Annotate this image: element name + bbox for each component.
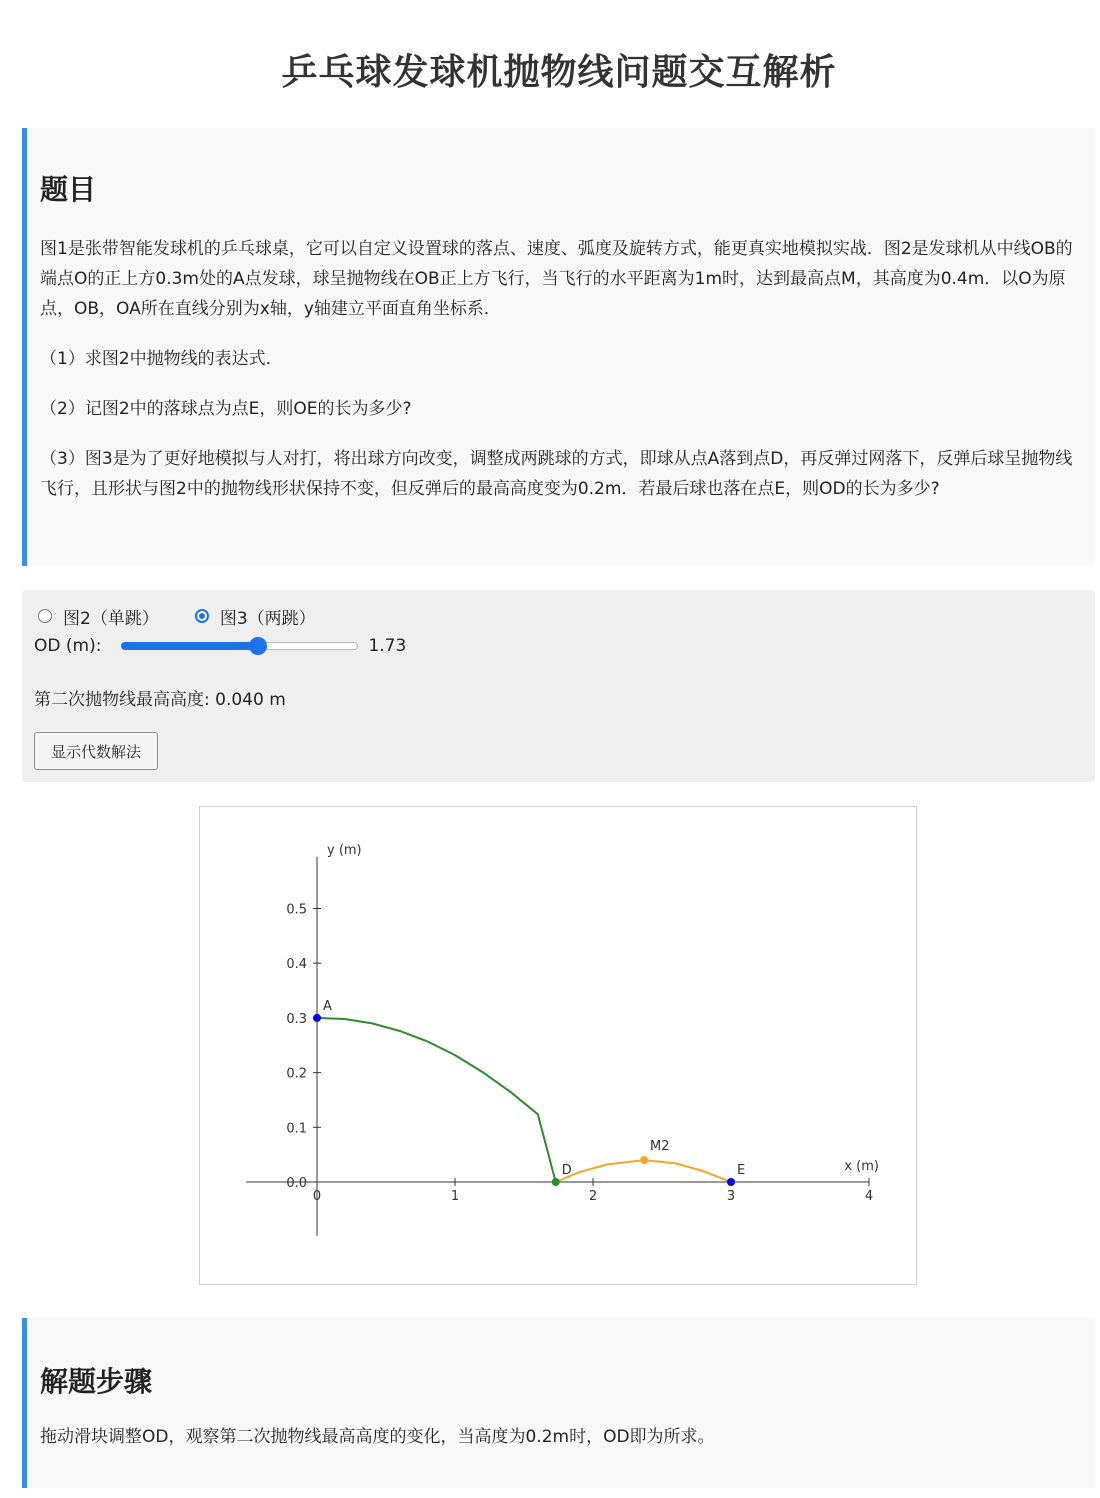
radio-double-bounce[interactable]	[195, 604, 316, 629]
point-label-a: A	[323, 998, 332, 1014]
controls-panel	[22, 590, 1095, 782]
radio-double-bounce-circle[interactable]	[195, 609, 209, 623]
x-tick-label: 4	[864, 1189, 874, 1204]
solution-card	[22, 1318, 1095, 1488]
x-tick-label: 2	[588, 1189, 598, 1204]
show-algebra-button[interactable]: 显示代数解法	[34, 732, 158, 770]
y-ticks	[286, 903, 321, 1192]
problem-intro: 图1是张带智能发球机的乒乓球桌，它可以自定义设置球的落点、速度、弧度及旋转方式，能更真实地模拟实战．图2是发球机从中线OB的端点O的正上方0.3m处的A点发球，球呈抛物线在OB正上方飞行，当飞行的水平距离为1m时，达到最高点M，其高度为0.4m．以O为原点，OB，OA所在直线分别为x轴，y轴建立平面直角坐标系．	[40, 239, 1073, 319]
y-tick-label: 0.3	[286, 1011, 307, 1027]
points	[313, 999, 745, 1186]
x-tick-label: 1	[450, 1189, 460, 1204]
solution-heading: 解题步骤	[40, 1365, 153, 1398]
y-axis-label: y (m)	[327, 842, 362, 858]
radio-single-bounce-label: 图2（单跳）	[63, 608, 159, 629]
curves	[317, 1018, 731, 1182]
problem-heading: 题目	[40, 173, 97, 206]
question-1: （1）求图2中抛物线的表达式．	[40, 349, 283, 369]
od-label: OD (m):	[34, 636, 102, 656]
od-value: 1.73	[368, 636, 407, 656]
od-slider[interactable]	[121, 642, 358, 650]
y-tick-label: 0.0	[286, 1176, 307, 1191]
x-tick-label: 0	[312, 1189, 322, 1204]
question-3: （3）图3是为了更好地模拟与人对打，将出球方向改变，调整成两跳球的方式，即球从点A落到点D，再反弹过网落下，反弹后球呈抛物线飞行，且形状与图2中的抛物线形状保持不变，但反弹后的最高高度变为0.2m．若最后球也落在点E，则OD的长为多少?	[40, 449, 1073, 499]
point-e	[727, 1178, 735, 1186]
parabola-chart	[200, 807, 916, 1284]
y-tick-label: 0.1	[286, 1121, 307, 1137]
page-title: 乒乓球发球机抛物线问题交互解析	[281, 52, 837, 93]
point-label-d: D	[561, 1163, 572, 1178]
point-d	[552, 1178, 560, 1186]
point-label-e: E	[737, 1163, 746, 1178]
radio-double-bounce-label: 图3（两跳）	[219, 608, 316, 629]
problem-card	[22, 128, 1095, 566]
solution-text: 拖动滑块调整OD，观察第二次抛物线最高高度的变化，当高度为0.2m时，OD即为所求。	[40, 1427, 715, 1447]
y-tick-label: 0.2	[286, 1066, 307, 1082]
y-tick-label: 0.5	[286, 902, 307, 918]
od-slider-thumb[interactable]	[249, 637, 267, 655]
radio-single-bounce[interactable]	[38, 604, 159, 629]
height-readout: 第二次抛物线最高高度: 0.040 m	[34, 690, 286, 710]
od-slider-fill	[121, 642, 256, 650]
y-tick-label: 0.4	[286, 957, 307, 973]
od-slider-row	[34, 634, 406, 658]
x-tick-label: 3	[726, 1189, 736, 1204]
question-2: （2）记图2中的落球点为点E，则OE的长为多少?	[40, 399, 412, 419]
point-label-m2: M2	[650, 1139, 670, 1155]
x-axis-label: x (m)	[844, 1159, 879, 1174]
chart-container	[199, 806, 917, 1285]
point-a	[313, 1014, 321, 1022]
radio-single-bounce-circle[interactable]	[38, 609, 52, 623]
mode-radio-group	[38, 604, 352, 628]
first-parabola	[317, 1018, 556, 1182]
point-m2	[640, 1156, 648, 1164]
